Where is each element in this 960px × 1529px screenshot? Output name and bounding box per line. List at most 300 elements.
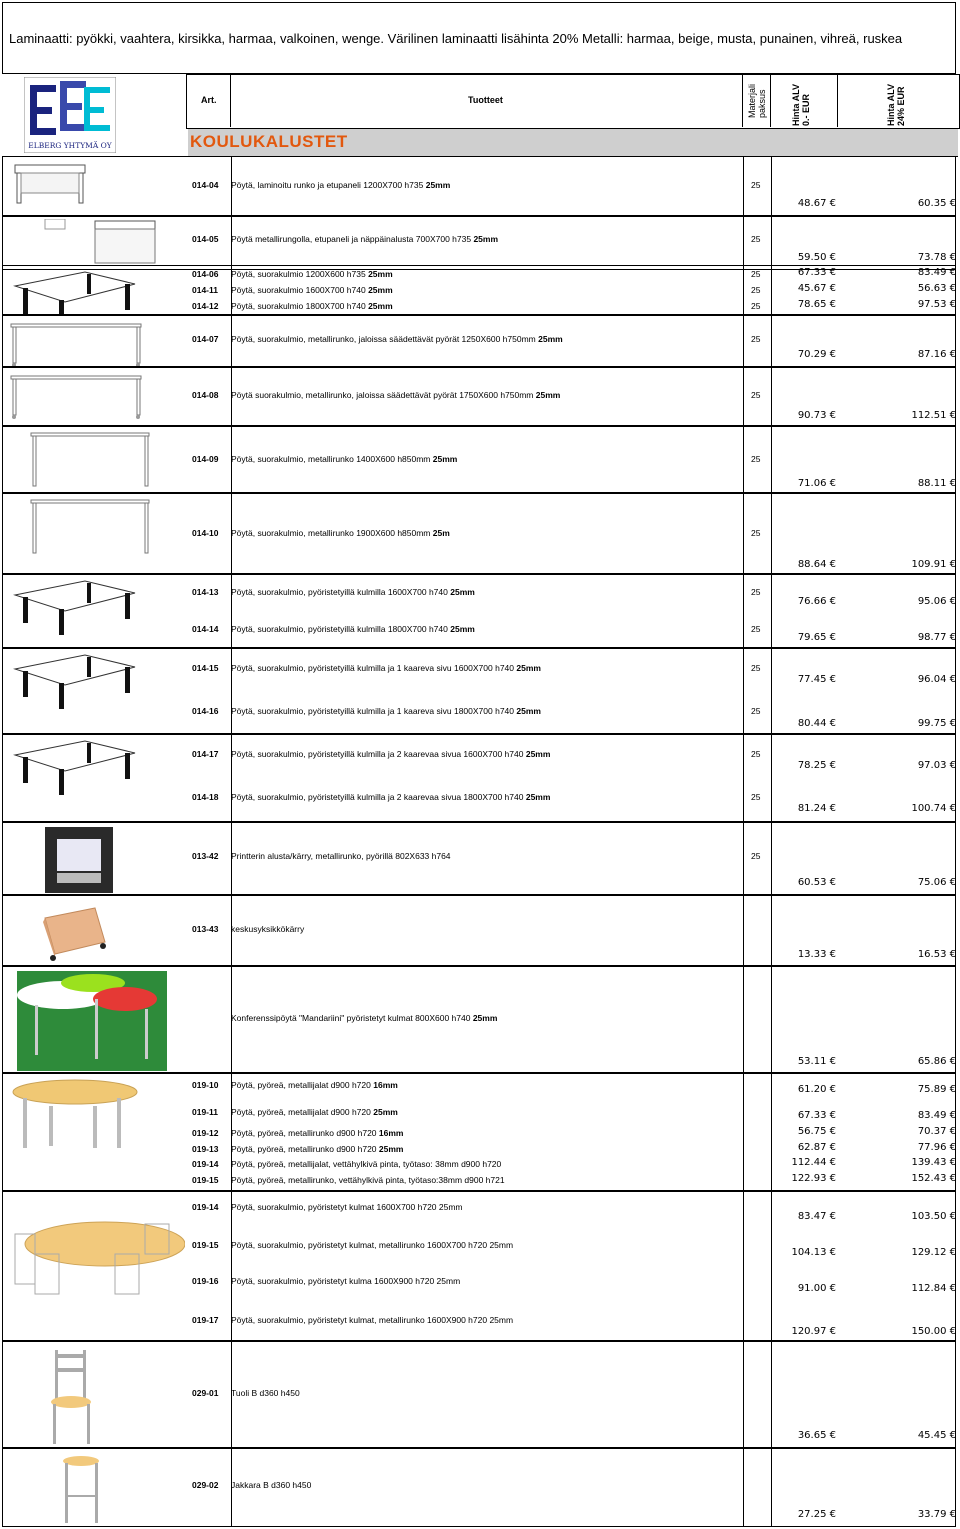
table-row: [0, 1013, 960, 1027]
material-thickness: 25: [751, 624, 761, 634]
price-value: 56.63: [917, 283, 947, 294]
thickness: 25mm: [373, 1107, 398, 1117]
price-excl-vat: [746, 410, 836, 421]
euro-sign: €: [946, 760, 956, 771]
price-value: 88.11: [917, 478, 947, 489]
product-description: [231, 1159, 501, 1169]
article-number: 013-43: [192, 924, 219, 934]
price-value: 45.45: [917, 1430, 947, 1441]
description-text: Pöytä, suorakulmio, pyöristetyillä kulmilla ja 2 kaarevaa sivua 1800X700 h740: [231, 792, 524, 802]
price-incl-vat: [866, 267, 956, 278]
euro-sign: €: [946, 1157, 956, 1168]
price-incl-vat: [866, 1247, 956, 1258]
article-number: 029-01: [192, 1388, 219, 1398]
article-number: 019-14: [192, 1202, 219, 1212]
price-excl-vat: [746, 283, 836, 294]
description-text: Pöytä, suorakulmio, pyöristetyillä kulmilla ja 1 kaareva sivu 1600X700 h740: [231, 663, 515, 673]
price-excl-vat: [746, 1430, 836, 1441]
table-row: [0, 1480, 960, 1494]
price-excl-vat: [746, 1110, 836, 1121]
price-value: 36.65: [797, 1430, 827, 1441]
price-value: 60.53: [797, 877, 827, 888]
price-value: 65.86: [917, 1056, 947, 1067]
price-excl-vat: [746, 760, 836, 771]
price-incl-vat: [866, 478, 956, 489]
price-value: 48.67: [797, 198, 827, 209]
article-number: 029-02: [192, 1480, 219, 1490]
euro-sign: €: [826, 877, 836, 888]
thickness: 25mm: [525, 749, 551, 759]
price-value: 53.11: [797, 1056, 827, 1067]
price-excl-vat: [746, 632, 836, 643]
price-value: 83.47: [797, 1211, 827, 1222]
euro-sign: €: [826, 1173, 836, 1184]
thickness: 25mm: [472, 1013, 498, 1023]
price-value: 112.51: [911, 410, 947, 421]
euro-sign: €: [826, 267, 836, 278]
description-text: Pöytä, suorakulmio, pyöristetyillä kulmilla ja 2 kaarevaa sivua 1600X700 h740: [231, 749, 524, 759]
price-incl-vat: [866, 1326, 956, 1337]
price-value: 88.64: [797, 559, 827, 570]
price-value: 80.44: [797, 718, 827, 729]
article-number: 014-13: [192, 587, 219, 597]
thickness: 25mm: [368, 285, 393, 295]
description-text: Pöytä, suorakulmio, pyöristetyillä kulmilla 1800X700 h740: [231, 624, 448, 634]
article-number: 014-06: [192, 269, 219, 279]
description-text: Pöytä, suorakulmio, metallirunko 1900X600 h850mm: [231, 528, 431, 538]
thickness: 25mm: [450, 587, 475, 597]
material-thickness: 25: [751, 269, 761, 279]
price-value: 78.65: [797, 299, 827, 310]
price-incl-vat: [866, 283, 956, 294]
article-number: 014-18: [192, 792, 219, 802]
price-excl-vat: [746, 1211, 836, 1222]
price-excl-vat: [746, 1173, 836, 1184]
product-description: [231, 269, 393, 279]
product-description: [231, 706, 541, 716]
euro-sign: €: [946, 1326, 956, 1337]
article-number: 014-12: [192, 301, 219, 311]
thickness: 25mm: [425, 180, 451, 190]
price-incl-vat: [866, 1126, 956, 1137]
euro-sign: €: [826, 1126, 836, 1137]
price-excl-vat: [746, 1247, 836, 1258]
price-value: 70.37: [917, 1126, 947, 1137]
product-description: [231, 1480, 311, 1490]
price-value: 120.97: [791, 1326, 827, 1337]
article-number: 014-17: [192, 749, 219, 759]
euro-sign: €: [946, 478, 956, 489]
description-text: Tuoli B d360 h450: [231, 1388, 300, 1398]
col-tuotteet: Tuotteet: [468, 95, 503, 105]
price-incl-vat: [866, 410, 956, 421]
euro-sign: €: [946, 1056, 956, 1067]
product-description: [231, 587, 475, 597]
material-thickness: 25: [751, 587, 761, 597]
thickness: 16mm: [373, 1080, 398, 1090]
euro-sign: €: [826, 349, 836, 360]
description-text: Pöytä, laminoitu runko ja etupaneli 1200X700 h735: [231, 180, 424, 190]
euro-sign: €: [946, 596, 956, 607]
table-row: [0, 454, 960, 468]
product-description: [231, 1202, 463, 1212]
price-incl-vat: [866, 632, 956, 643]
price-excl-vat: [746, 1056, 836, 1067]
col-material: Materjali paksus: [747, 83, 767, 118]
article-number: 019-11: [192, 1107, 218, 1117]
price-value: 73.78: [917, 252, 947, 263]
product-description: [231, 234, 498, 244]
price-value: 59.50: [797, 252, 827, 263]
description-text: Pöytä, pyöreä, metallirunko, vettähylkivä pinta, työtaso:38mm d900 h721: [231, 1175, 505, 1185]
euro-sign: €: [826, 803, 836, 814]
euro-sign: €: [826, 1430, 836, 1441]
euro-sign: €: [946, 674, 956, 685]
price-value: 90.73: [797, 410, 827, 421]
price-excl-vat: [746, 1126, 836, 1137]
euro-sign: €: [826, 1247, 836, 1258]
product-description: [231, 1388, 300, 1398]
article-number: 019-14: [192, 1159, 219, 1169]
price-value: 104.13: [791, 1247, 827, 1258]
price-value: 139.43: [911, 1157, 947, 1168]
price-incl-vat: [866, 596, 956, 607]
euro-sign: €: [826, 596, 836, 607]
product-description: [231, 663, 541, 673]
description-text: keskusyksikkökärry: [231, 924, 305, 934]
price-incl-vat: [866, 1084, 956, 1095]
euro-sign: €: [946, 949, 956, 960]
price-value: 77.96: [917, 1142, 947, 1153]
product-description: [231, 301, 393, 311]
table-row: [0, 924, 960, 938]
euro-sign: €: [826, 760, 836, 771]
material-thickness: 25: [751, 390, 761, 400]
price-incl-vat: [866, 1056, 956, 1067]
article-number: 013-42: [192, 851, 219, 861]
article-number: 014-05: [192, 234, 219, 244]
price-excl-vat: [746, 674, 836, 685]
material-thickness: 25: [751, 749, 761, 759]
material-thickness: 25: [751, 792, 761, 802]
material-thickness: 25: [751, 285, 761, 295]
price-excl-vat: [746, 803, 836, 814]
table-row: [0, 851, 960, 865]
article-number: 014-08: [192, 390, 219, 400]
description-text: Pöytä, suorakulmio, pyöristetyt kulmat, metallirunko 1600X900 h720 25mm: [231, 1315, 514, 1325]
price-excl-vat: [746, 949, 836, 960]
description-text: Pöytä, pyöreä, metallijalat d900 h720: [231, 1080, 371, 1090]
price-excl-vat: [746, 596, 836, 607]
description-text: Pöytä, pyöreä, metallirunko d900 h720: [231, 1128, 377, 1138]
euro-sign: €: [826, 949, 836, 960]
article-number: 014-15: [192, 663, 219, 673]
price-incl-vat: [866, 252, 956, 263]
product-description: [231, 624, 475, 634]
euro-sign: €: [946, 1247, 956, 1258]
description-text: Pöytä, suorakulmio, pyöristetyillä kulmilla ja 1 kaareva sivu 1800X700 h740: [231, 706, 515, 716]
euro-sign: €: [946, 252, 956, 263]
price-incl-vat: [866, 1430, 956, 1441]
material-thickness: 25: [751, 851, 761, 861]
euro-sign: €: [826, 198, 836, 209]
euro-sign: €: [826, 559, 836, 570]
product-description: [231, 1107, 398, 1117]
thickness: 25mm: [368, 301, 393, 311]
price-incl-vat: [866, 1157, 956, 1168]
price-incl-vat: [866, 1142, 956, 1153]
article-number: 019-12: [192, 1128, 219, 1138]
description-text: Pöytä, suorakulmio, metallirunko, jaloissa säädettävät pyörät 1250X600 h750mm: [231, 334, 536, 344]
table-row: [0, 390, 960, 404]
price-incl-vat: [866, 1211, 956, 1222]
euro-sign: €: [826, 1084, 836, 1095]
table-row: [0, 180, 960, 194]
euro-sign: €: [946, 1126, 956, 1137]
price-value: 13.33: [797, 949, 827, 960]
price-value: 112.84: [911, 1283, 947, 1294]
price-value: 96.04: [917, 674, 947, 685]
price-value: 76.66: [797, 596, 827, 607]
article-number: 019-15: [192, 1175, 219, 1185]
product-description: [231, 528, 450, 538]
article-number: 019-16: [192, 1276, 219, 1286]
thickness: 25mm: [525, 792, 551, 802]
product-description: [231, 1315, 513, 1325]
price-excl-vat: [746, 1084, 836, 1095]
col-art: Art.: [201, 95, 217, 105]
price-excl-vat: [746, 198, 836, 209]
description-text: Pöytä, suorakulmio, pyöristetyt kulma 1600X900 h720 25mm: [231, 1276, 461, 1286]
price-value: 100.74: [911, 803, 947, 814]
article-number: 014-16: [192, 706, 219, 716]
table-row: [0, 334, 960, 348]
price-value: 83.49: [917, 1110, 947, 1121]
price-value: 62.87: [797, 1142, 827, 1153]
table-row: [0, 1388, 960, 1402]
description-text: Pöytä, pyöreä, metallirunko d900 h720: [231, 1144, 377, 1154]
thickness: 25mm: [473, 234, 499, 244]
material-thickness: 25: [751, 301, 761, 311]
article-number: 014-10: [192, 528, 219, 538]
price-incl-vat: [866, 1110, 956, 1121]
price-value: 77.45: [797, 674, 827, 685]
price-value: 98.77: [917, 632, 947, 643]
article-number: 014-14: [192, 624, 219, 634]
thickness: 25mm: [450, 624, 475, 634]
thickness: 16mm: [378, 1128, 404, 1138]
material-thickness: 25: [751, 663, 761, 673]
price-excl-vat: [746, 1283, 836, 1294]
euro-sign: €: [946, 1110, 956, 1121]
price-value: 95.06: [917, 596, 947, 607]
price-value: 97.53: [917, 299, 947, 310]
euro-sign: €: [826, 1110, 836, 1121]
product-description: [231, 1013, 497, 1023]
price-value: 97.03: [917, 760, 947, 771]
product-description: [231, 1128, 404, 1138]
euro-sign: €: [826, 1283, 836, 1294]
price-value: 67.33: [797, 1110, 827, 1121]
euro-sign: €: [826, 1509, 836, 1520]
euro-sign: €: [946, 632, 956, 643]
thickness: 25mm: [516, 706, 541, 716]
article-number: 014-09: [192, 454, 219, 464]
price-value: 70.29: [797, 349, 827, 360]
price-value: 45.67: [797, 283, 827, 294]
description-text: Pöytä, suorakulmio, pyöristetyt kulmat, metallirunko 1600X700 h720 25mm: [231, 1240, 514, 1250]
product-description: [231, 1276, 460, 1286]
euro-sign: €: [946, 1430, 956, 1441]
euro-sign: €: [946, 1283, 956, 1294]
description-text: Jakkara B d360 h450: [231, 1480, 312, 1490]
price-value: 81.24: [797, 803, 827, 814]
euro-sign: €: [946, 559, 956, 570]
product-description: [231, 1080, 398, 1090]
thickness: 25m: [432, 528, 450, 538]
euro-sign: €: [946, 718, 956, 729]
price-incl-vat: [866, 949, 956, 960]
euro-sign: €: [946, 1142, 956, 1153]
product-description: [231, 851, 451, 861]
price-excl-vat: [746, 1157, 836, 1168]
product-description: [231, 285, 393, 295]
price-value: 71.06: [797, 478, 827, 489]
price-value: 33.79: [917, 1509, 947, 1520]
description-text: Pöytä suorakulmio, metallirunko, jaloissa säädettävät pyörät 1750X600 h750mm: [231, 390, 534, 400]
price-value: 75.89: [917, 1084, 947, 1095]
price-excl-vat: [746, 718, 836, 729]
price-excl-vat: [746, 252, 836, 263]
article-number: 014-11: [192, 285, 218, 295]
euro-sign: €: [946, 349, 956, 360]
product-description: [231, 334, 563, 344]
price-value: 109.91: [911, 559, 947, 570]
euro-sign: €: [826, 283, 836, 294]
euro-sign: €: [946, 267, 956, 278]
product-description: [231, 1144, 404, 1154]
thickness: 25mm: [378, 1144, 404, 1154]
price-excl-vat: [746, 1326, 836, 1337]
price-excl-vat: [746, 559, 836, 570]
euro-sign: €: [946, 1173, 956, 1184]
price-incl-vat: [866, 299, 956, 310]
description-text: Pöytä, suorakulmio 1200X600 h735: [231, 269, 366, 279]
price-value: 16.53: [917, 949, 947, 960]
euro-sign: €: [946, 1211, 956, 1222]
price-value: 61.20: [797, 1084, 827, 1095]
col-price-24: Hinta ALV 24% EUR: [886, 84, 906, 126]
euro-sign: €: [826, 478, 836, 489]
price-value: 78.25: [797, 760, 827, 771]
price-incl-vat: [866, 1509, 956, 1520]
material-thickness: 25: [751, 180, 761, 190]
price-value: 122.93: [791, 1173, 827, 1184]
price-incl-vat: [866, 718, 956, 729]
product-description: [231, 924, 304, 934]
price-value: 79.65: [797, 632, 827, 643]
euro-sign: €: [946, 299, 956, 310]
price-incl-vat: [866, 559, 956, 570]
description-text: Pöytä, suorakulmio, pyöristetyillä kulmilla 1600X700 h740: [231, 587, 448, 597]
article-number: 014-07: [192, 334, 219, 344]
price-incl-vat: [866, 877, 956, 888]
euro-sign: €: [826, 1056, 836, 1067]
price-incl-vat: [866, 198, 956, 209]
price-value: 112.44: [791, 1157, 827, 1168]
description-text: Pöytä, suorakulmio 1600X700 h740: [231, 285, 366, 295]
euro-sign: €: [946, 410, 956, 421]
price-incl-vat: [866, 674, 956, 685]
euro-sign: €: [946, 803, 956, 814]
thickness: 25mm: [516, 663, 541, 673]
table-row: [0, 234, 960, 248]
table-row: [0, 528, 960, 542]
price-value: 27.25: [797, 1509, 827, 1520]
logo-text: ELBERG YHTYMÄ OY: [28, 141, 112, 150]
price-excl-vat: [746, 1509, 836, 1520]
description-text: Pöytä, pyöreä, metallijalat, vettähylkivä pinta, työtaso: 38mm d900 h720: [231, 1159, 502, 1169]
price-value: 56.75: [797, 1126, 827, 1137]
material-thickness: 25: [751, 454, 761, 464]
euro-sign: €: [946, 1509, 956, 1520]
article-number: 019-15: [192, 1240, 219, 1250]
price-excl-vat: [746, 267, 836, 278]
material-note: Laminaatti: pyökki, vaahtera, kirsikka, harmaa, valkoinen, wenge. Värilinen laminaatti lisähinta 20% Metalli: harmaa, beige, musta, punainen, vihreä, ruskea: [9, 31, 903, 46]
price-value: 103.50: [911, 1211, 947, 1222]
price-value: 99.75: [917, 718, 947, 729]
article-number: 019-10: [192, 1080, 219, 1090]
thickness: 25mm: [538, 334, 563, 344]
euro-sign: €: [826, 1157, 836, 1168]
material-thickness: 25: [751, 528, 761, 538]
price-excl-vat: [746, 877, 836, 888]
material-thickness: 25: [751, 706, 761, 716]
euro-sign: €: [826, 410, 836, 421]
product-description: [231, 792, 550, 802]
price-excl-vat: [746, 478, 836, 489]
euro-sign: €: [826, 1211, 836, 1222]
euro-sign: €: [946, 283, 956, 294]
product-description: [231, 1175, 505, 1185]
price-value: 83.49: [917, 267, 947, 278]
price-value: 67.33: [797, 267, 827, 278]
euro-sign: €: [826, 1326, 836, 1337]
price-incl-vat: [866, 1173, 956, 1184]
product-description: [231, 390, 560, 400]
euro-sign: €: [826, 632, 836, 643]
description-text: Pöytä, suorakulmio, metallirunko 1400X600 h850mm: [231, 454, 431, 464]
thickness: 25mm: [535, 390, 561, 400]
euro-sign: €: [946, 198, 956, 209]
euro-sign: €: [826, 674, 836, 685]
article-number: 014-04: [192, 180, 219, 190]
euro-sign: €: [946, 877, 956, 888]
price-value: 91.00: [797, 1283, 827, 1294]
description-text: Pöytä, suorakulmio, pyöristetyt kulmat 1600X700 h720 25mm: [231, 1202, 463, 1212]
price-value: 87.16: [917, 349, 947, 360]
product-description: [231, 749, 550, 759]
price-excl-vat: [746, 299, 836, 310]
price-value: 75.06: [917, 877, 947, 888]
product-description: [231, 454, 457, 464]
product-description: [231, 180, 450, 190]
price-incl-vat: [866, 803, 956, 814]
material-thickness: 25: [751, 334, 761, 344]
category-title: KOULUKALUSTET: [190, 132, 348, 151]
price-excl-vat: [746, 1142, 836, 1153]
price-incl-vat: [866, 349, 956, 360]
